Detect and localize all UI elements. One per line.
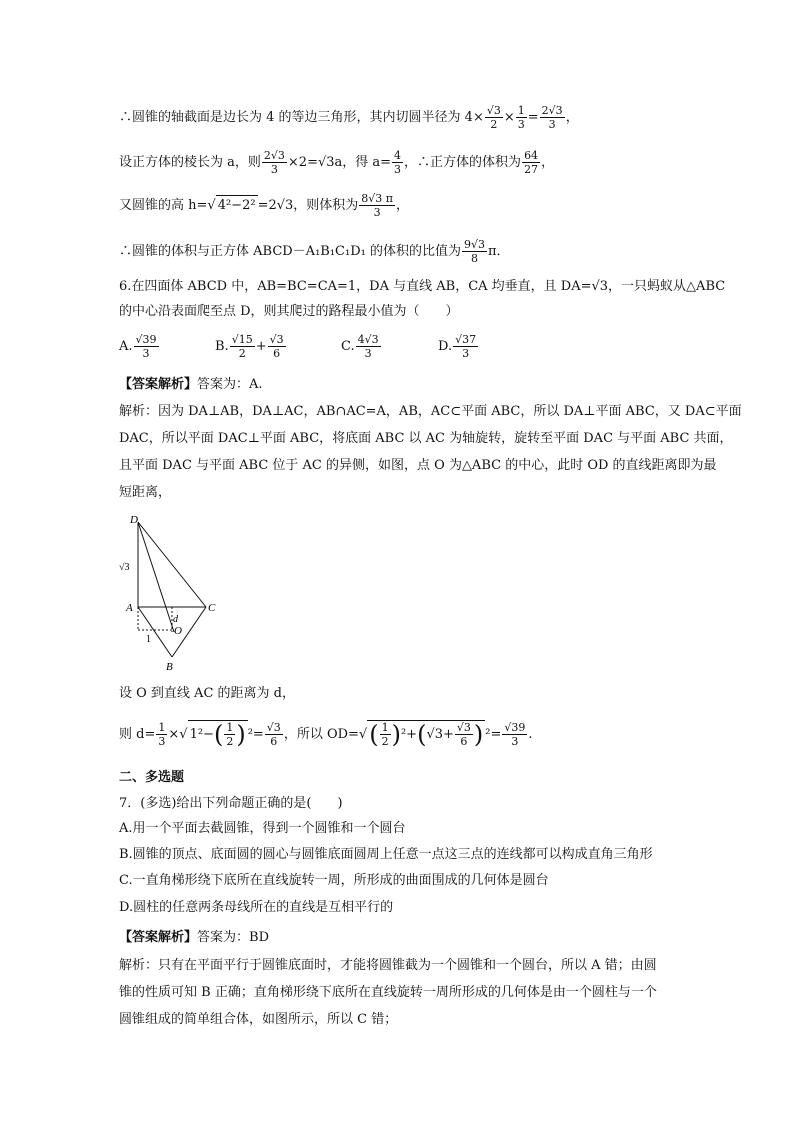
text: 又圆锥的高 h= [119, 198, 208, 213]
paren: ( [417, 720, 427, 749]
text: ，所以 OD= [283, 727, 359, 742]
fraction [453, 333, 478, 360]
fraction [380, 721, 391, 748]
numerator: √3 [269, 333, 284, 346]
answer-text: 答案为：BD [197, 930, 269, 945]
fraction [268, 333, 286, 360]
text: ²+ [400, 727, 418, 742]
numerator: 8√3 π [361, 192, 394, 205]
answer-text: 答案为：A. [197, 377, 263, 392]
fraction [540, 104, 565, 131]
denominator: 3 [373, 206, 381, 219]
q6-explanation-1: 解析：因为 DA⊥AB，DA⊥AC，AB∩AC=A，AB，AC⊂平面 ABC，所以 DA⊥平面 ABC，又 DA⊂平面 [119, 404, 742, 419]
radical-sign: √ [179, 727, 188, 742]
fraction [230, 333, 255, 360]
edge-ab [138, 607, 172, 657]
text: ×2=√3a，得 a= [287, 155, 392, 170]
denominator: 2 [490, 118, 498, 131]
denominator: 3 [462, 347, 470, 360]
q7-answer [119, 928, 269, 948]
q7-option-d: D.圆柱的任意两条母线所在的直线是互相平行的 [119, 900, 394, 915]
text: ， [396, 198, 410, 213]
text: =2√3，则体积为 [257, 198, 359, 213]
text: 设正方体的棱长为 a，则 [119, 155, 261, 170]
text: ∴圆锥的轴截面是边长为 4 的等边三角形，其内切圆半径为 4× [119, 110, 484, 125]
text: . [528, 727, 533, 742]
text: ， [541, 155, 555, 170]
text: √3+ [426, 727, 454, 742]
text: × [503, 110, 515, 125]
option-label: C. [341, 339, 355, 354]
label-a: A [126, 602, 133, 614]
paren: ( [369, 720, 379, 749]
q7-option-b: B.圆锥的顶点、底面圆的圆心与圆锥底面圆周上任意一点这三点的连线都可以构成直角三角形 [119, 847, 653, 862]
q6-explanation-4: 短距离， [119, 485, 172, 500]
label-one: 1 [146, 634, 151, 645]
q6-calc-1: 设 O 到直线 AC 的距离为 d， [119, 686, 295, 701]
q7-explanation-3: 圆锥组成的简单组合体，如图所示，所以 C 错； [119, 1012, 398, 1027]
text: ∴圆锥的体积与正方体 ABCD－A₁B₁C₁D₁ 的体积的比值为 [119, 244, 461, 259]
denominator: 6 [270, 735, 278, 748]
numerator: √15 [231, 333, 253, 346]
fraction [262, 149, 287, 176]
q7-stem: 7．(多选)给出下列命题正确的是( ) [119, 796, 343, 811]
fraction [134, 333, 159, 360]
q6-stem-line-1: 6.在四面体 ABCD 中，AB=BC=CA=1，DA 与直线 AB，CA 均垂直，且 DA=√3，一只蚂蚁从△ABC [119, 279, 726, 294]
fraction [485, 104, 503, 131]
q7-option-a: A.用一个平面去截圆锥，得到一个圆锥和一个圆台 [119, 821, 406, 836]
option-c [341, 333, 438, 360]
numerator: 2√3 [263, 149, 285, 162]
option-label: A. [119, 339, 133, 354]
label-c: C [208, 602, 216, 614]
section-heading: 二、多选题 [119, 770, 185, 785]
numerator: √37 [455, 333, 477, 346]
numerator: 1 [226, 721, 234, 734]
paren: ) [473, 720, 484, 749]
numerator: 4 [394, 149, 402, 162]
denominator: 3 [548, 118, 556, 131]
denominator: 2 [238, 347, 246, 360]
text: π． [488, 244, 510, 259]
fraction [462, 238, 487, 265]
radicand [188, 720, 248, 748]
fraction [392, 149, 403, 176]
numerator: 1 [517, 104, 525, 117]
text: 则 d= [119, 727, 156, 742]
numerator: √3 [456, 721, 471, 734]
paren: ) [236, 720, 246, 749]
label-b: B [166, 661, 173, 673]
denominator: 2 [226, 735, 234, 748]
option-a [119, 333, 215, 360]
q6-options [119, 333, 479, 360]
q6-explanation-2: DAC，所以平面 DAC⊥平面 ABC，将底面 ABC 以 AC 为轴旋转，旋转至平面 DAC 与平面 ABC 共面， [119, 431, 733, 446]
solution-line-2 [119, 149, 554, 176]
paren: ( [213, 720, 224, 749]
denominator: 3 [517, 118, 525, 131]
numerator: √3 [486, 104, 501, 117]
q7-explanation-2: 锥的性质可知 B 正确；直角梯形绕下底所在直线旋转一周所形成的几何体是由一个圆柱与一个 [119, 985, 657, 1000]
text: + [255, 339, 267, 354]
numerator: 2√3 [541, 104, 563, 117]
label-o: O [174, 625, 182, 637]
text: 1²− [189, 727, 214, 742]
solution-line-1 [119, 104, 579, 131]
option-d [438, 333, 479, 360]
text: ，∴正方体的体积为 [404, 155, 522, 170]
fraction [516, 104, 527, 131]
q6-stem-line-2: 的中心沿表面爬至点 D，则其爬过的路程最小值为（ ） [119, 304, 459, 319]
numerator: √3 [266, 721, 281, 734]
text: ²= [485, 727, 502, 742]
numerator: 9√3 [463, 238, 485, 251]
denominator: 3 [394, 163, 402, 176]
edge-dc [138, 522, 206, 607]
denominator: 3 [158, 735, 166, 748]
q6-explanation-3: 且平面 DAC 与平面 ABC 位于 AC 的异侧，如图，点 O 为△ABC 的中心，此时 OD 的直线距离即为最 [119, 458, 717, 473]
radical-sign: √ [358, 727, 368, 742]
solution-line-4 [119, 238, 510, 265]
label-small-d: d [173, 614, 178, 625]
fraction [522, 149, 540, 176]
denominator: 3 [270, 163, 278, 176]
denominator: 6 [460, 735, 468, 748]
fraction [502, 721, 527, 748]
numerator: √39 [504, 721, 526, 734]
label-d: D [130, 514, 138, 526]
option-label: B. [215, 339, 229, 354]
fraction [359, 192, 395, 219]
fraction [156, 721, 167, 748]
text: × [168, 727, 180, 742]
fraction [455, 721, 473, 748]
numerator: 4√3 [357, 333, 379, 346]
label-sqrt3: √3 [119, 562, 130, 573]
denominator: 8 [470, 252, 478, 265]
fraction [224, 721, 235, 748]
radical-sign: √ [207, 198, 216, 213]
answer-tag: 【答案解析】 [119, 930, 198, 945]
q6-calc-2 [119, 720, 533, 748]
option-b [215, 333, 341, 360]
option-label: D. [438, 339, 453, 354]
fraction [356, 333, 381, 360]
q7-option-c: C.一直角梯形绕下底所在直线旋转一周，所形成的曲面围成的几何体是圆台 [119, 873, 549, 888]
numerator: 64 [524, 149, 539, 162]
fraction [265, 721, 283, 748]
denominator: 2 [381, 735, 389, 748]
denominator: 3 [142, 347, 150, 360]
numerator: 1 [381, 721, 389, 734]
text: = [527, 110, 539, 125]
denominator: 6 [273, 347, 281, 360]
tetrahedron-figure [116, 512, 226, 676]
answer-tag: 【答案解析】 [119, 377, 198, 392]
denominator: 3 [511, 735, 519, 748]
numerator: √39 [135, 333, 157, 346]
radicand [367, 720, 485, 748]
solution-line-3 [119, 192, 409, 219]
text: ， [565, 110, 579, 125]
denominator: 27 [524, 163, 539, 176]
denominator: 3 [364, 347, 372, 360]
radicand: 4²−2² [216, 195, 258, 216]
q6-answer [119, 375, 263, 395]
paren: ) [391, 720, 401, 749]
numerator: 1 [158, 721, 166, 734]
text: ²= [247, 727, 264, 742]
q7-explanation-1: 解析：只有在平面平行于圆锥底面时，才能将圆锥截为一个圆锥和一个圆台，所以 A 错；由圆 [119, 958, 657, 973]
